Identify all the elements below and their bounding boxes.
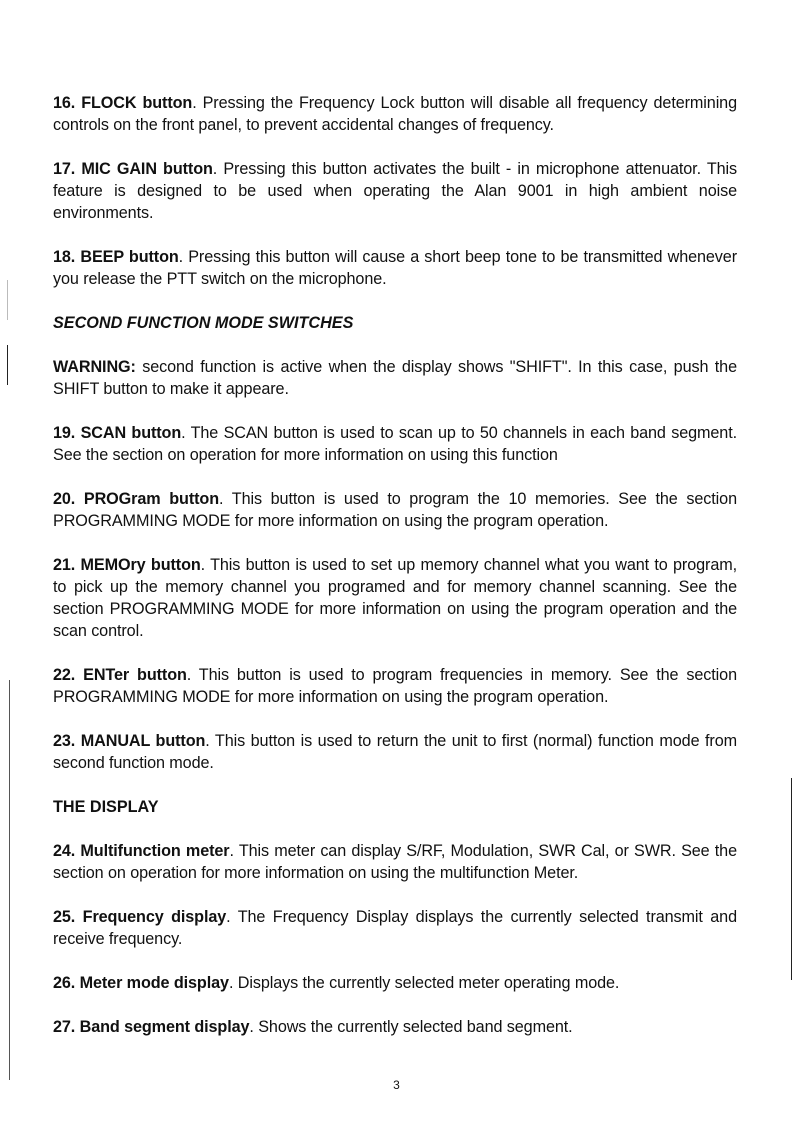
warning-text: second function is active when the display shows "SHIFT". In this case, push the SHIFT button to make it appeare. bbox=[53, 358, 737, 398]
item-text: . This button is used to program the 10 memories. See the section PROGRAMMING MODE for more information on using the program operation. bbox=[53, 490, 737, 530]
scan-mark-left-2 bbox=[7, 345, 8, 385]
item-title: 25. Frequency display bbox=[53, 908, 227, 926]
item-20 bbox=[53, 488, 737, 532]
item-text: . The Frequency Display displays the currently selected transmit and receive frequency. bbox=[53, 908, 737, 948]
item-text: . Pressing this button activates the built - in microphone attenuator. This feature is designed to be used when operating the Alan 9001 in high ambient noise environments. bbox=[53, 160, 737, 222]
item-text: . Pressing the Frequency Lock button will disable all frequency determining controls on the front panel, to prevent accidental changes of frequency. bbox=[53, 94, 737, 134]
item-text: . This button is used to return the unit to first (normal) function mode from second function mode. bbox=[53, 732, 737, 772]
section-heading-display: THE DISPLAY bbox=[53, 798, 159, 816]
item-text: . This button is used to program frequencies in memory. See the section PROGRAMMING MODE for more information on using the program operation. bbox=[53, 666, 737, 706]
page-number: 3 bbox=[393, 1078, 400, 1092]
document-page bbox=[53, 92, 737, 1060]
item-title: 20. PROGram button bbox=[53, 490, 219, 508]
item-title: 21. MEMOry button bbox=[53, 556, 201, 574]
item-title: 22. ENTer button bbox=[53, 666, 187, 684]
item-text: . The SCAN button is used to scan up to 50 channels in each band segment. See the section on operation for more information on using this function bbox=[53, 424, 737, 464]
item-25 bbox=[53, 906, 737, 950]
item-title: 18. BEEP button bbox=[53, 248, 179, 266]
item-17 bbox=[53, 158, 737, 224]
item-text: . This meter can display S/RF, Modulation, SWR Cal, or SWR. See the section on operation for more information on using the multifunction Meter. bbox=[53, 842, 737, 882]
item-title: 17. MIC GAIN button bbox=[53, 160, 213, 178]
item-text: . Pressing this button will cause a short beep tone to be transmitted whenever you release the PTT switch on the microphone. bbox=[53, 248, 737, 288]
item-27 bbox=[53, 1016, 737, 1038]
item-title: 27. Band segment display bbox=[53, 1018, 250, 1036]
item-title: 16. FLOCK button bbox=[53, 94, 193, 112]
scan-mark-left-1 bbox=[7, 280, 8, 320]
item-text: . This button is used to set up memory channel what you want to program, to pick up the memory channel you programed and for memory channel scanning. See the section PROGRAMMING MODE for more information on using the program operation and the scan control. bbox=[53, 556, 737, 640]
item-title: 26. Meter mode display bbox=[53, 974, 229, 992]
item-text: . Displays the currently selected meter operating mode. bbox=[228, 974, 620, 992]
warning-paragraph bbox=[53, 356, 737, 400]
scan-mark-left-3 bbox=[9, 680, 10, 1080]
item-26 bbox=[53, 972, 737, 994]
item-21 bbox=[53, 554, 737, 642]
scan-mark-right bbox=[791, 778, 792, 980]
item-title: 23. MANUAL button bbox=[53, 732, 206, 750]
item-16 bbox=[53, 92, 737, 136]
item-title: 24. Multifunction meter bbox=[53, 842, 230, 860]
item-19 bbox=[53, 422, 737, 466]
item-23 bbox=[53, 730, 737, 774]
item-text: . Shows the currently selected band segment. bbox=[249, 1018, 573, 1036]
section-heading-second-function: SECOND FUNCTION MODE SWITCHES bbox=[53, 314, 354, 332]
item-18 bbox=[53, 246, 737, 290]
item-22 bbox=[53, 664, 737, 708]
warning-title: WARNING: bbox=[53, 358, 136, 376]
item-24 bbox=[53, 840, 737, 884]
item-title: 19. SCAN button bbox=[53, 424, 182, 442]
